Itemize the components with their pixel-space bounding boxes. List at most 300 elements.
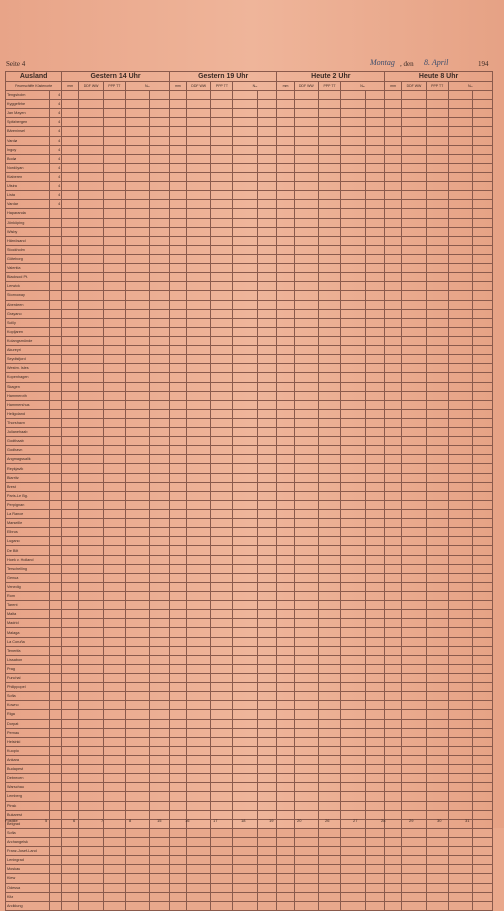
observation-cell bbox=[150, 455, 170, 464]
observation-cell bbox=[79, 346, 103, 355]
observation-cell bbox=[169, 318, 186, 327]
observation-cell bbox=[294, 774, 318, 783]
observation-cell bbox=[233, 327, 257, 336]
observation-cell bbox=[150, 309, 170, 318]
observation-cell bbox=[62, 91, 79, 100]
observation-cell bbox=[277, 254, 294, 263]
observation-cell bbox=[402, 236, 426, 245]
observation-cell bbox=[79, 318, 103, 327]
observation-cell bbox=[211, 901, 233, 910]
observation-cell bbox=[62, 619, 79, 628]
observation-cell bbox=[169, 701, 186, 710]
observation-cell bbox=[365, 455, 385, 464]
observation-cell bbox=[319, 136, 341, 145]
observation-cell bbox=[426, 209, 448, 218]
observation-cell bbox=[169, 364, 186, 373]
observation-cell bbox=[277, 218, 294, 227]
observation-cell bbox=[448, 828, 472, 837]
observation-cell bbox=[150, 282, 170, 291]
observation-cell bbox=[103, 710, 125, 719]
station-row bbox=[6, 774, 493, 783]
observation-cell bbox=[62, 364, 79, 373]
observation-cell bbox=[103, 500, 125, 509]
observation-cell bbox=[426, 683, 448, 692]
observation-cell bbox=[319, 446, 341, 455]
observation-cell bbox=[426, 446, 448, 455]
observation-cell bbox=[169, 209, 186, 218]
observation-cell bbox=[365, 601, 385, 610]
station-row bbox=[6, 91, 493, 100]
observation-cell bbox=[186, 710, 210, 719]
observation-cell bbox=[402, 400, 426, 409]
observation-cell bbox=[341, 182, 365, 191]
observation-cell bbox=[319, 118, 341, 127]
observation-cell bbox=[277, 628, 294, 637]
observation-cell bbox=[294, 719, 318, 728]
observation-cell bbox=[385, 346, 402, 355]
observation-cell bbox=[79, 382, 103, 391]
observation-cell bbox=[150, 382, 170, 391]
observation-cell bbox=[473, 573, 493, 582]
observation-cell bbox=[186, 646, 210, 655]
observation-cell bbox=[257, 418, 277, 427]
observation-cell bbox=[257, 737, 277, 746]
observation-cell bbox=[426, 400, 448, 409]
station-row bbox=[6, 582, 493, 591]
observation-cell bbox=[277, 828, 294, 837]
observation-cell bbox=[319, 327, 341, 336]
observation-cell bbox=[277, 810, 294, 819]
observation-cell bbox=[319, 837, 341, 846]
observation-cell bbox=[365, 728, 385, 737]
observation-cell bbox=[257, 291, 277, 300]
observation-cell bbox=[473, 127, 493, 136]
observation-cell bbox=[319, 236, 341, 245]
observation-cell bbox=[341, 592, 365, 601]
observation-cell bbox=[257, 537, 277, 546]
observation-cell bbox=[341, 883, 365, 892]
observation-cell bbox=[341, 482, 365, 491]
observation-cell bbox=[319, 437, 341, 446]
observation-cell bbox=[277, 127, 294, 136]
observation-cell bbox=[402, 664, 426, 673]
observation-cell bbox=[62, 346, 79, 355]
observation-cell bbox=[257, 765, 277, 774]
station-index bbox=[50, 291, 62, 300]
station-name: Wisby bbox=[6, 227, 50, 236]
observation-cell bbox=[211, 491, 233, 500]
observation-cell bbox=[402, 118, 426, 127]
station-name: Leningrad bbox=[6, 856, 50, 865]
observation-cell bbox=[62, 145, 79, 154]
observation-cell bbox=[169, 446, 186, 455]
observation-cell bbox=[186, 163, 210, 172]
station-index bbox=[50, 592, 62, 601]
observation-cell bbox=[365, 546, 385, 555]
observation-cell bbox=[448, 127, 472, 136]
observation-cell bbox=[319, 145, 341, 154]
observation-cell bbox=[341, 865, 365, 874]
observation-cell bbox=[426, 901, 448, 910]
observation-cell bbox=[402, 391, 426, 400]
observation-cell bbox=[103, 91, 125, 100]
observation-cell bbox=[402, 628, 426, 637]
observation-cell bbox=[125, 127, 149, 136]
observation-cell bbox=[277, 473, 294, 482]
observation-cell bbox=[257, 437, 277, 446]
observation-cell bbox=[62, 118, 79, 127]
observation-cell bbox=[257, 701, 277, 710]
observation-cell bbox=[277, 373, 294, 382]
observation-cell bbox=[169, 828, 186, 837]
station-index: 4 bbox=[50, 91, 62, 100]
observation-cell bbox=[448, 300, 472, 309]
station-row bbox=[6, 555, 493, 564]
station-row bbox=[6, 455, 493, 464]
observation-cell bbox=[211, 473, 233, 482]
observation-cell bbox=[365, 172, 385, 181]
observation-cell bbox=[473, 837, 493, 846]
observation-cell bbox=[103, 847, 125, 856]
observation-cell bbox=[277, 136, 294, 145]
observation-cell bbox=[294, 837, 318, 846]
observation-cell bbox=[402, 765, 426, 774]
observation-cell bbox=[150, 737, 170, 746]
observation-cell bbox=[186, 491, 210, 500]
observation-cell bbox=[473, 537, 493, 546]
observation-cell bbox=[448, 847, 472, 856]
observation-cell bbox=[365, 418, 385, 427]
observation-cell bbox=[150, 746, 170, 755]
observation-cell bbox=[277, 309, 294, 318]
observation-cell bbox=[473, 500, 493, 509]
observation-cell bbox=[319, 364, 341, 373]
observation-cell bbox=[62, 236, 79, 245]
observation-cell bbox=[211, 482, 233, 491]
observation-cell bbox=[448, 783, 472, 792]
observation-cell bbox=[294, 318, 318, 327]
observation-cell bbox=[426, 674, 448, 683]
observation-cell bbox=[341, 692, 365, 701]
observation-cell bbox=[385, 819, 402, 828]
observation-cell bbox=[473, 883, 493, 892]
observation-cell bbox=[319, 610, 341, 619]
observation-cell bbox=[211, 109, 233, 118]
observation-cell bbox=[257, 491, 277, 500]
station-name: Stornoway bbox=[6, 291, 50, 300]
observation-cell bbox=[257, 245, 277, 254]
observation-cell bbox=[257, 637, 277, 646]
observation-cell bbox=[150, 710, 170, 719]
observation-cell bbox=[62, 264, 79, 273]
observation-cell bbox=[473, 109, 493, 118]
footer-label: 19 bbox=[269, 818, 274, 823]
observation-cell bbox=[277, 874, 294, 883]
observation-cell bbox=[79, 619, 103, 628]
observation-cell bbox=[277, 355, 294, 364]
observation-cell bbox=[277, 172, 294, 181]
observation-cell bbox=[257, 191, 277, 200]
observation-cell bbox=[473, 701, 493, 710]
station-name: Terschelling bbox=[6, 564, 50, 573]
observation-cell bbox=[365, 464, 385, 473]
observation-cell bbox=[233, 737, 257, 746]
observation-cell bbox=[341, 346, 365, 355]
station-index bbox=[50, 409, 62, 418]
observation-cell bbox=[186, 901, 210, 910]
observation-cell bbox=[186, 455, 210, 464]
observation-cell bbox=[79, 254, 103, 263]
station-name: Kitz bbox=[6, 892, 50, 901]
observation-cell bbox=[233, 291, 257, 300]
observation-cell bbox=[473, 464, 493, 473]
observation-cell bbox=[385, 482, 402, 491]
observation-cell bbox=[365, 364, 385, 373]
observation-cell bbox=[150, 646, 170, 655]
observation-cell bbox=[473, 610, 493, 619]
observation-cell bbox=[125, 537, 149, 546]
observation-cell bbox=[211, 200, 233, 209]
observation-cell bbox=[385, 182, 402, 191]
observation-cell bbox=[341, 437, 365, 446]
observation-cell bbox=[294, 473, 318, 482]
observation-cell bbox=[294, 500, 318, 509]
observation-cell bbox=[426, 537, 448, 546]
observation-cell bbox=[426, 245, 448, 254]
observation-cell bbox=[62, 592, 79, 601]
observation-cell bbox=[426, 254, 448, 263]
observation-cell bbox=[385, 91, 402, 100]
station-row bbox=[6, 291, 493, 300]
observation-cell bbox=[62, 482, 79, 491]
observation-cell bbox=[365, 792, 385, 801]
station-index bbox=[50, 674, 62, 683]
observation-cell bbox=[257, 355, 277, 364]
observation-cell bbox=[211, 892, 233, 901]
observation-cell bbox=[186, 755, 210, 764]
observation-cell bbox=[233, 683, 257, 692]
observation-cell bbox=[103, 737, 125, 746]
observation-cell bbox=[385, 555, 402, 564]
observation-cell bbox=[426, 528, 448, 537]
observation-cell bbox=[169, 254, 186, 263]
observation-cell bbox=[62, 336, 79, 345]
observation-cell bbox=[211, 245, 233, 254]
observation-cell bbox=[319, 355, 341, 364]
observation-cell bbox=[341, 582, 365, 591]
observation-cell bbox=[294, 674, 318, 683]
observation-cell bbox=[169, 455, 186, 464]
observation-cell bbox=[150, 172, 170, 181]
observation-cell bbox=[319, 318, 341, 327]
observation-cell bbox=[365, 737, 385, 746]
observation-cell bbox=[125, 355, 149, 364]
observation-cell bbox=[448, 883, 472, 892]
observation-cell bbox=[294, 346, 318, 355]
observation-cell bbox=[402, 473, 426, 482]
group-subheader: PPP TT bbox=[426, 82, 448, 91]
observation-cell bbox=[473, 874, 493, 883]
observation-cell bbox=[341, 701, 365, 710]
observation-cell bbox=[473, 592, 493, 601]
station-index bbox=[50, 555, 62, 564]
observation-cell bbox=[233, 254, 257, 263]
observation-cell bbox=[294, 901, 318, 910]
station-name: Lemberg bbox=[6, 792, 50, 801]
observation-cell bbox=[186, 127, 210, 136]
station-row bbox=[6, 136, 493, 145]
observation-cell bbox=[277, 610, 294, 619]
observation-cell bbox=[341, 719, 365, 728]
observation-cell bbox=[319, 810, 341, 819]
observation-cell bbox=[385, 418, 402, 427]
station-name: Hoek v. Holland bbox=[6, 555, 50, 564]
observation-cell bbox=[402, 546, 426, 555]
observation-cell bbox=[365, 628, 385, 637]
observation-cell bbox=[277, 746, 294, 755]
observation-cell bbox=[186, 610, 210, 619]
observation-cell bbox=[402, 136, 426, 145]
observation-cell bbox=[402, 327, 426, 336]
observation-cell bbox=[341, 801, 365, 810]
observation-cell bbox=[319, 719, 341, 728]
observation-cell bbox=[103, 154, 125, 163]
observation-cell bbox=[103, 792, 125, 801]
observation-cell bbox=[103, 701, 125, 710]
observation-cell bbox=[402, 582, 426, 591]
observation-cell bbox=[294, 172, 318, 181]
observation-cell bbox=[365, 683, 385, 692]
observation-cell bbox=[103, 646, 125, 655]
observation-cell bbox=[125, 510, 149, 519]
observation-cell bbox=[125, 828, 149, 837]
observation-cell bbox=[125, 391, 149, 400]
observation-cell bbox=[473, 801, 493, 810]
observation-cell bbox=[341, 109, 365, 118]
observation-cell bbox=[186, 300, 210, 309]
observation-cell bbox=[150, 610, 170, 619]
observation-cell bbox=[233, 646, 257, 655]
observation-cell bbox=[277, 245, 294, 254]
observation-cell bbox=[294, 145, 318, 154]
station-index bbox=[50, 765, 62, 774]
observation-cell bbox=[62, 373, 79, 382]
observation-cell bbox=[125, 473, 149, 482]
observation-cell bbox=[186, 765, 210, 774]
station-index bbox=[50, 391, 62, 400]
observation-cell bbox=[319, 209, 341, 218]
station-row bbox=[6, 218, 493, 227]
observation-cell bbox=[448, 182, 472, 191]
observation-cell bbox=[211, 737, 233, 746]
station-index: 4 bbox=[50, 172, 62, 181]
observation-cell bbox=[341, 464, 365, 473]
observation-cell bbox=[186, 464, 210, 473]
observation-cell bbox=[385, 500, 402, 509]
observation-cell bbox=[257, 528, 277, 537]
observation-cell bbox=[341, 218, 365, 227]
observation-cell bbox=[169, 145, 186, 154]
observation-cell bbox=[385, 245, 402, 254]
observation-cell bbox=[473, 245, 493, 254]
observation-cell bbox=[365, 519, 385, 528]
observation-cell bbox=[319, 245, 341, 254]
observation-cell bbox=[365, 127, 385, 136]
observation-cell bbox=[341, 519, 365, 528]
observation-cell bbox=[150, 792, 170, 801]
observation-cell bbox=[257, 382, 277, 391]
observation-cell bbox=[473, 856, 493, 865]
observation-cell bbox=[257, 901, 277, 910]
observation-cell bbox=[257, 865, 277, 874]
observation-cell bbox=[365, 446, 385, 455]
observation-cell bbox=[233, 674, 257, 683]
observation-cell bbox=[473, 218, 493, 227]
observation-cell bbox=[341, 209, 365, 218]
observation-cell bbox=[103, 801, 125, 810]
observation-cell bbox=[169, 792, 186, 801]
observation-cell bbox=[277, 582, 294, 591]
observation-cell bbox=[150, 701, 170, 710]
observation-cell bbox=[448, 382, 472, 391]
observation-cell bbox=[257, 746, 277, 755]
station-name: Ingoy bbox=[6, 145, 50, 154]
observation-cell bbox=[319, 628, 341, 637]
observation-cell bbox=[319, 373, 341, 382]
station-row bbox=[6, 819, 493, 828]
station-index bbox=[50, 346, 62, 355]
observation-cell bbox=[103, 355, 125, 364]
observation-cell bbox=[257, 564, 277, 573]
observation-cell bbox=[341, 510, 365, 519]
observation-cell bbox=[294, 154, 318, 163]
observation-cell bbox=[211, 610, 233, 619]
station-name: Vardar bbox=[6, 200, 50, 209]
observation-cell bbox=[233, 765, 257, 774]
observation-cell bbox=[385, 200, 402, 209]
observation-cell bbox=[186, 109, 210, 118]
observation-cell bbox=[125, 91, 149, 100]
observation-cell bbox=[448, 774, 472, 783]
observation-cell bbox=[277, 236, 294, 245]
observation-cell bbox=[365, 710, 385, 719]
observation-cell bbox=[402, 464, 426, 473]
observation-cell bbox=[448, 428, 472, 437]
observation-cell bbox=[125, 500, 149, 509]
observation-cell bbox=[385, 437, 402, 446]
observation-cell bbox=[294, 528, 318, 537]
station-index bbox=[50, 883, 62, 892]
observation-cell bbox=[426, 273, 448, 282]
observation-cell bbox=[277, 801, 294, 810]
col-group-heute-8: Heute 8 Uhr bbox=[385, 72, 493, 82]
observation-cell bbox=[186, 437, 210, 446]
station-name: Thorshavn bbox=[6, 418, 50, 427]
observation-cell bbox=[150, 692, 170, 701]
observation-cell bbox=[233, 355, 257, 364]
observation-cell bbox=[169, 236, 186, 245]
observation-cell bbox=[365, 309, 385, 318]
station-index bbox=[50, 209, 62, 218]
observation-cell bbox=[426, 100, 448, 109]
observation-cell bbox=[186, 100, 210, 109]
observation-cell bbox=[277, 701, 294, 710]
station-row bbox=[6, 391, 493, 400]
observation-cell bbox=[277, 282, 294, 291]
observation-cell bbox=[426, 801, 448, 810]
observation-cell bbox=[79, 291, 103, 300]
observation-cell bbox=[426, 191, 448, 200]
